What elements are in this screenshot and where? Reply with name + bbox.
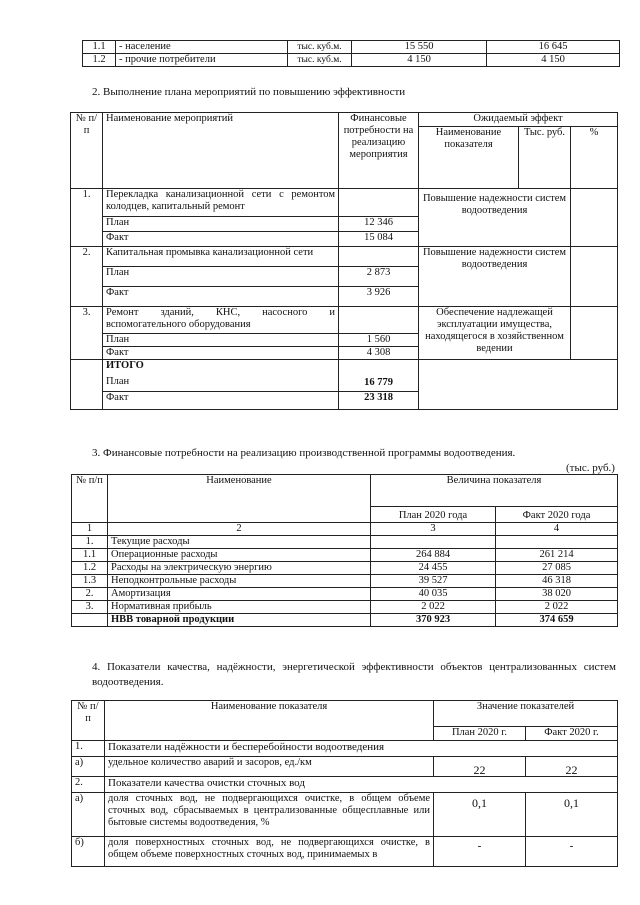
header-fact: Факт 2020 года [496, 507, 618, 523]
item-num: 2. [71, 247, 103, 307]
consumers-table [82, 40, 620, 67]
header-value: Значение показателей [434, 701, 618, 727]
row-fact: 4 150 [487, 54, 620, 67]
row-num: 1.2 [72, 562, 108, 575]
header-indicator: Наименование показателя [419, 127, 519, 189]
row-fact: 38 020 [496, 588, 618, 601]
plan-label: План [103, 334, 339, 347]
item-effect: Повышение надежности систем водоотведения [419, 247, 571, 307]
row-plan: 15 550 [352, 41, 487, 54]
row-plan: - [434, 837, 526, 867]
row-num: 2. [72, 777, 105, 793]
total-plan: 16 779 [339, 360, 419, 392]
row-plan: 22 [434, 757, 526, 777]
row-fact: 261 214 [496, 549, 618, 562]
row-fact: 46 318 [496, 575, 618, 588]
row-unit: тыс. куб.м. [288, 54, 352, 67]
row-num: 1.3 [72, 575, 108, 588]
row-num: 1.2 [83, 54, 116, 67]
header-name: Наименование мероприятий [103, 113, 339, 189]
row-fact: 22 [526, 757, 618, 777]
row-name: Расходы на электрическую энергию [108, 562, 371, 575]
row-plan [371, 536, 496, 549]
section3-title: 3. Финансовые потребности на реализацию производственной программы водоотведения. [92, 447, 516, 459]
item-name: Капитальная промывка канализационной сети [103, 247, 339, 267]
plan-label: План [103, 267, 339, 287]
row-num: 1. [72, 536, 108, 549]
row-unit: тыс. куб.м. [288, 41, 352, 54]
header-num: № п/п [71, 113, 103, 189]
header-fact: Факт 2020 г. [526, 727, 618, 741]
row-num: б) [72, 837, 105, 867]
row-fact: 0,1 [526, 793, 618, 837]
header-need: Финансовые потребности на реализацию мероприятия [339, 113, 419, 189]
total-label: ИТОГО [106, 360, 144, 371]
row-name: - прочие потребители [116, 54, 288, 67]
header-name: Наименование показателя [105, 701, 434, 727]
row-num: 1.1 [72, 549, 108, 562]
item-name: Ремонт зданий, КНС, насосного и вспомогательного оборудования [103, 307, 339, 334]
row-num: 1. [72, 741, 105, 757]
row-num: а) [72, 757, 105, 777]
total-plan: 370 923 [371, 614, 496, 627]
header-plan: План 2020 года [371, 507, 496, 523]
row-name: Нормативная прибыль [108, 601, 371, 614]
row-plan: 40 035 [371, 588, 496, 601]
colnum: 1 [72, 523, 108, 536]
fact-value: 3 926 [339, 287, 419, 307]
plan-value: 12 346 [339, 217, 419, 232]
row-name: - население [116, 41, 288, 54]
header-plan: План 2020 г. [434, 727, 526, 741]
colnum: 2 [108, 523, 371, 536]
item-num: 1. [71, 189, 103, 247]
row-name: доля поверхностных сточных вод, не подвергающихся очистке, в общем объеме поверхностных сточных вод, принимаемых в [105, 837, 434, 867]
fact-label: Факт [103, 232, 339, 247]
fact-label: Факт [103, 287, 339, 307]
total-fact: 23 318 [339, 392, 419, 410]
row-fact: - [526, 837, 618, 867]
item-name: Перекладка канализационной сети с ремонтом колодцев, капитальный ремонт [103, 189, 339, 217]
colnum: 4 [496, 523, 618, 536]
quality-table [71, 700, 618, 867]
row-name: Операционные расходы [108, 549, 371, 562]
total-plan-label: План [106, 376, 130, 387]
header-num: № п/п [72, 701, 105, 727]
row-name: Текущие расходы [108, 536, 371, 549]
group-name: Показатели качества очистки сточных вод [105, 777, 618, 793]
fact-value: 4 308 [339, 347, 419, 360]
row-name: доля сточных вод, не подвергающихся очистке, в общем объеме сточных вод, сбрасываемых в централизованные общесплавные или бытовые системы водоотведения, % [105, 793, 434, 837]
measures-table [70, 112, 618, 410]
header-value: Величина показателя [371, 475, 618, 507]
row-plan: 2 022 [371, 601, 496, 614]
fact-value: 15 084 [339, 232, 419, 247]
group-name: Показатели надёжности и бесперебойности водоотведения [105, 741, 618, 757]
header-num: № п/п [72, 475, 108, 507]
row-plan: 0,1 [434, 793, 526, 837]
section2-title: 2. Выполнение плана мероприятий по повышению эффективности [92, 86, 406, 98]
row-fact: 2 022 [496, 601, 618, 614]
total-fact-label: Факт [103, 392, 339, 410]
item-num: 3. [71, 307, 103, 360]
section3-unit: (тыс. руб.) [566, 462, 615, 474]
row-plan: 264 884 [371, 549, 496, 562]
plan-value: 1 560 [339, 334, 419, 347]
row-plan: 4 150 [352, 54, 487, 67]
header-rub: Тыс. руб. [519, 127, 571, 189]
row-num: 2. [72, 588, 108, 601]
header-pct: % [571, 127, 618, 189]
item-effect: Повышение надежности систем водоотведения [419, 189, 571, 247]
row-plan: 39 527 [371, 575, 496, 588]
row-fact: 16 645 [487, 41, 620, 54]
row-name: удельное количество аварий и засоров, ед./км [105, 757, 434, 777]
finance-table [71, 474, 618, 627]
section4-title: 4. Показатели качества, надёжности, энергетической эффективности объектов централизованных систем водоотведения. [92, 661, 616, 688]
item-effect: Обеспечение надлежащей эксплуатации имущества, находящегося в хозяйственном ведении [419, 307, 571, 360]
row-fact [496, 536, 618, 549]
total-name: НВВ товарной продукции [108, 614, 371, 627]
header-effect: Ожидаемый эффект [419, 113, 618, 127]
colnum: 3 [371, 523, 496, 536]
plan-label: План [103, 217, 339, 232]
plan-value: 2 873 [339, 267, 419, 287]
row-name: Амортизация [108, 588, 371, 601]
fact-label: Факт [103, 347, 339, 360]
row-plan: 24 455 [371, 562, 496, 575]
row-num: а) [72, 793, 105, 837]
header-name: Наименование [108, 475, 371, 507]
row-name: Неподконтрольные расходы [108, 575, 371, 588]
row-num: 1.1 [83, 41, 116, 54]
total-fact: 374 659 [496, 614, 618, 627]
row-fact: 27 085 [496, 562, 618, 575]
row-num: 3. [72, 601, 108, 614]
